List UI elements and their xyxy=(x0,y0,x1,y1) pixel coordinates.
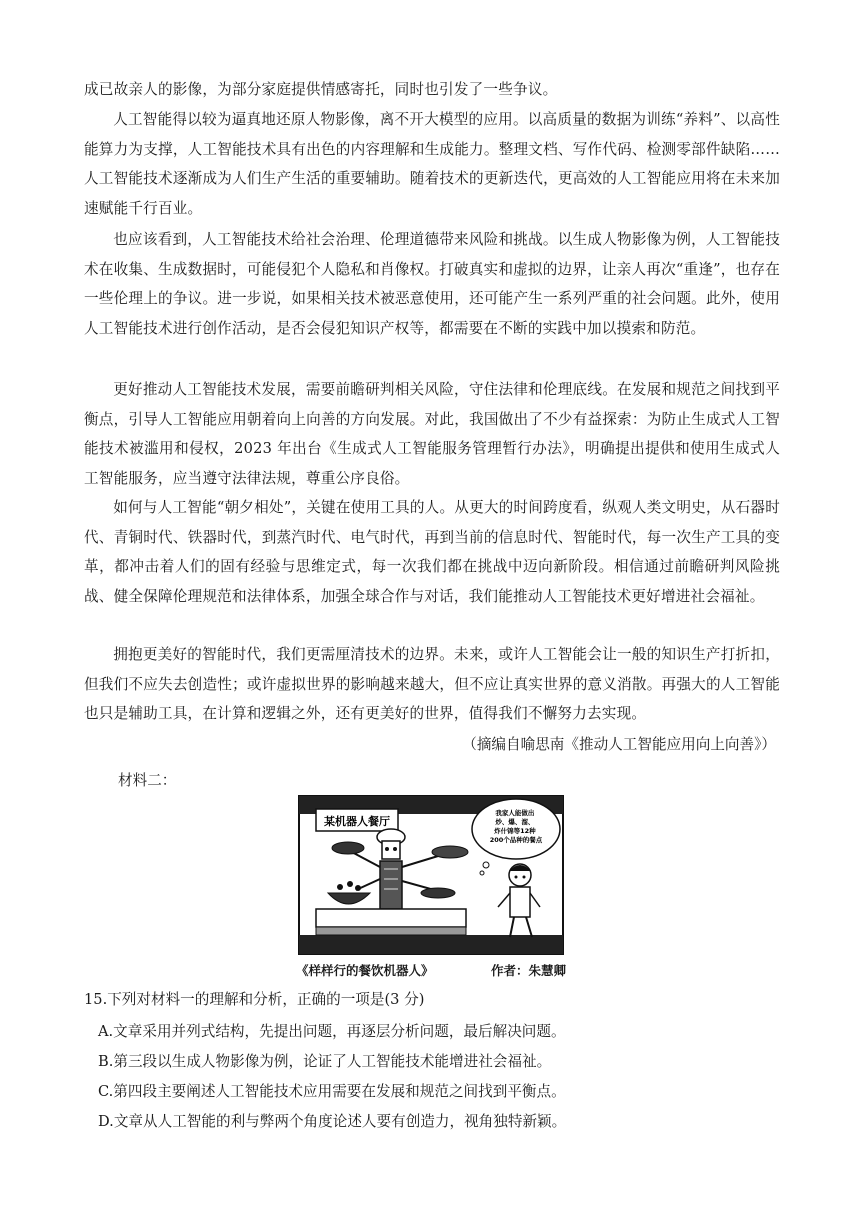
option-a: A.文章采用并列式结构，先提出问题，再逐层分析问题，最后解决问题。 xyxy=(98,1023,566,1040)
source-citation: （摘编自喻思南《推动人工智能应用向上向善》） xyxy=(462,736,776,753)
paragraph-risks: 也应该看到，人工智能技术给社会治理、伦理道德带来风险和挑战。以生成人物影像为例，人工智能技术在收集、生成数据时，可能侵犯个人隐私和肖像权。打破真实和虚拟的边界，让亲人再次“重逢”，也存在一些伦理上的争议。进一步说，如果相关技术被恶意使用，还可能产生一系列严重的社会问题。此外，使用人工智能技术进行创作活动，是否会侵犯知识产权等，都需要在不断的实践中加以摸索和防范。 xyxy=(84,231,780,337)
pan-3 xyxy=(421,888,455,898)
comic-caption xyxy=(296,961,566,979)
comic-author: 作者：朱慧卿 xyxy=(490,963,566,978)
question-stem: 15.下列对材料一的理解和分析，正确的一项是(3 分) xyxy=(84,991,425,1008)
option-d: D.文章从人工智能的利与弊两个角度论述人要有创造力，视角独特新颖。 xyxy=(98,1113,567,1130)
paragraph-continuation: 成已故亲人的影像，为部分家庭提供情感寄托，同时也引发了一些争议。 xyxy=(84,81,558,98)
paragraph-large-model: 人工智能得以较为逼真地还原人物影像，离不开大模型的应用。以高质量的数据为训练“养料”、以高性能算力为支撑，人工智能技术具有出色的内容理解和生成能力。整理文档、写作代码、检测零部件缺陷……人工智能技术逐渐成为人们生产生活的重要辅助。随着技术的更新迭代，更高效的人工智能应用将在未来加速赋能千行百业。 xyxy=(84,111,780,217)
option-c: C.第四段主要阐述人工智能技术应用需要在发展和规范之间找到平衡点。 xyxy=(98,1083,566,1100)
pan-1 xyxy=(332,842,364,854)
restaurant-sign: 某机器人餐厅 xyxy=(324,815,390,828)
pan-2 xyxy=(432,846,468,858)
material-two-label: 材料二： xyxy=(118,772,177,789)
counter xyxy=(316,909,466,927)
paragraph-regulation: 更好推动人工智能技术发展，需要前瞻研判相关风险，守住法律和伦理底线。在发展和规范之间找到平衡点，引导人工智能应用朝着向上向善的方向发展。对此，我国做出了不少有益探索：为防止生成式人工智能技术被滥用和侵权，2023 年出台《生成式人工智能服务管理暂行办法》，明确提出提供和使用生成式人工智能服务，应当遵守法律法规，尊重公序良俗。 xyxy=(84,381,780,487)
robot-restaurant-comic xyxy=(298,795,564,955)
paragraph-history: 如何与人工智能“朝夕相处”，关键在使用工具的人。从更大的时间跨度看，纵观人类文明史，从石器时代、青铜时代、铁器时代，到蒸汽时代、电气时代，再到当前的信息时代、智能时代，每一次生产工具的变革，都冲击着人们的固有经验与思维定式，每一次我们都在挑战中迈向新阶段。相信通过前瞻研判风险挑战、健全保障伦理规范和法律体系，加强全球合作与对话，我们能推动人工智能技术更好增进社会福祉。 xyxy=(84,499,780,605)
paragraph-future: 拥抱更美好的智能时代，我们更需厘清技术的边界。未来，或许人工智能会让一般的知识生产打折扣，但我们不应失去创造性；或许虚拟世界的影响越来越大，但不应让真实世界的意义消散。再强大的人工智能也只是辅助工具，在计算和逻辑之外，还有更美好的世界，值得我们不懈努力去实现。 xyxy=(84,646,780,723)
comic-title: 《样样行的餐饮机器人》 xyxy=(296,963,434,978)
option-b: B.第三段以生成人物影像为例，论证了人工智能技术能增进社会福祉。 xyxy=(98,1053,552,1070)
speech-text: 我家人能做出 炒、爆、溜、 炸什锦等12种 200个品种的餐点 xyxy=(489,809,543,844)
